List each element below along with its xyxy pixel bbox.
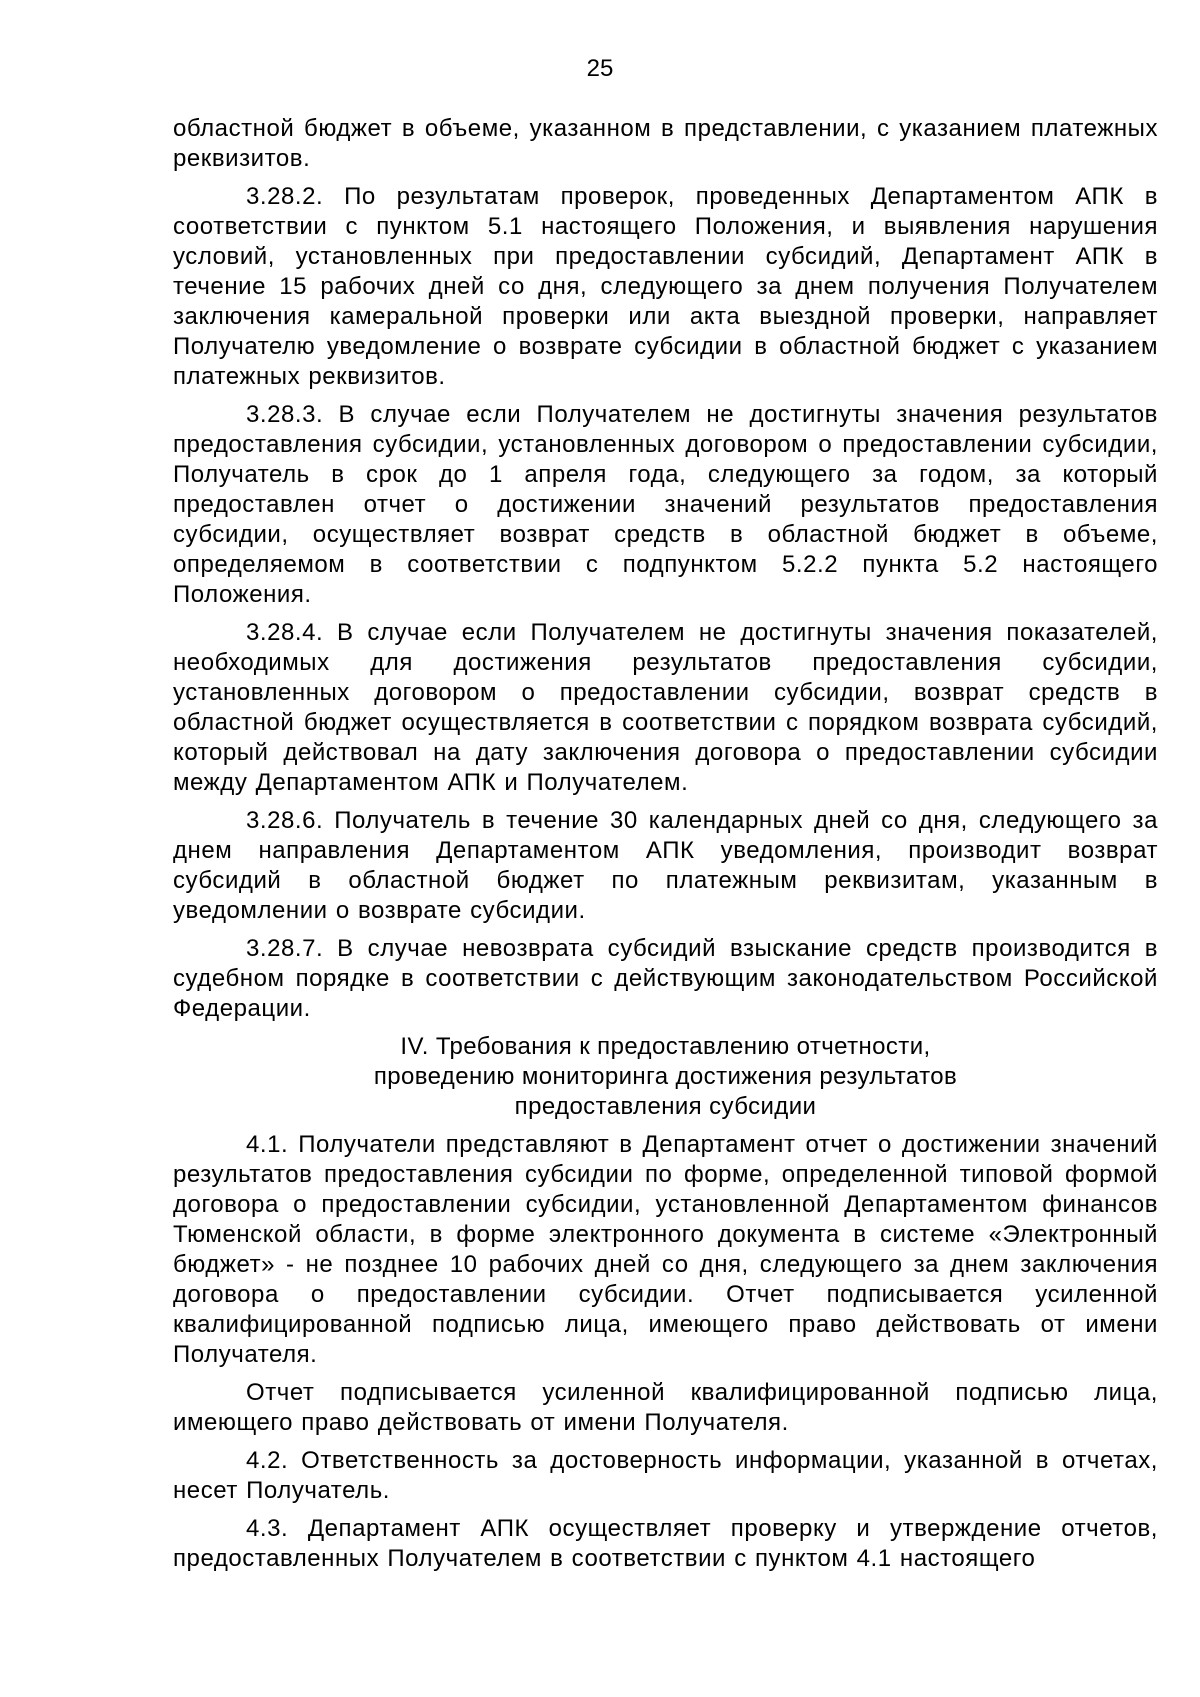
page-number: 25 (586, 55, 614, 82)
paragraph-3-28-7: 3.28.7. В случае невозврата субсидий взыскание средств производится в судебном порядке в соответствии с действующим законодательством Российской Федерации. (173, 935, 1158, 1022)
document-body (173, 114, 1158, 1582)
section-heading-line: проведению мониторинга достижения результатов (373, 1063, 958, 1090)
paragraph-3-28-4: 3.28.4. В случае если Получателем не достигнуты значения показателей, необходимых для достижения результатов предоставления субсидии, установленных договором о предоставлении субсидии, возврат средств в областной бюджет осуществляется в соответствии с порядком возврата субсидий, который действовал на дату заключения договора о предоставлении субсидии между Департаментом АПК и Получателем. (173, 619, 1158, 796)
paragraph-3-28-6: 3.28.6. Получатель в течение 30 календарных дней со дня, следующего за днем направления Департаментом АПК уведомления, производит возврат субсидий в областной бюджет по платежным реквизитам, указанным в уведомлении о возврате субсидии. (173, 807, 1158, 924)
section-heading-line: IV. Требования к предоставлению отчетности, (400, 1033, 931, 1060)
section-heading-line: предоставления субсидии (514, 1093, 817, 1120)
paragraph-4-2: 4.2. Ответственность за достоверность информации, указанной в отчетах, несет Получатель. (173, 1447, 1158, 1504)
paragraph-continuation: областной бюджет в объеме, указанном в представлении, с указанием платежных реквизитов. (173, 115, 1158, 172)
paragraph-4-1: 4.1. Получатели представляют в Департамент отчет о достижении значений результатов предоставления субсидии по форме, определенной типовой формой договора о предоставлении субсидии, установленной Департаментом финансов Тюменской области, в форме электронного документа в системе «Электронный бюджет» - не позднее 10 рабочих дней со дня, следующего за днем заключения договора о предоставлении субсидии. Отчет подписывается усиленной квалифицированной подписью лица, имеющего право действовать от имени Получателя. (173, 1131, 1158, 1368)
paragraph-3-28-2: 3.28.2. По результатам проверок, проведенных Департаментом АПК в соответствии с пунктом 5.1 настоящего Положения, и выявления нарушения условий, установленных при предоставлении субсидий, Департамент АПК в течение 15 рабочих дней со дня, следующего за днем получения Получателем заключения камеральной проверки или акта выездной проверки, направляет Получателю уведомление о возврате субсидии в областной бюджет с указанием платежных реквизитов. (173, 183, 1158, 390)
paragraph-report-signature: Отчет подписывается усиленной квалифицированной подписью лица, имеющего право действовать от имени Получателя. (173, 1379, 1158, 1436)
paragraph-3-28-3: 3.28.3. В случае если Получателем не достигнуты значения результатов предоставления субсидии, установленных договором о предоставлении субсидии, Получатель в срок до 1 апреля года, следующего за годом, за который предоставлен отчет о достижении значений результатов предоставления субсидии, осуществляет возврат средств в областной бюджет в объеме, определяемом в соответствии с подпунктом 5.2.2 пункта 5.2 настоящего Положения. (173, 401, 1158, 608)
section-heading (173, 1032, 1158, 1122)
paragraph-4-3: 4.3. Департамент АПК осуществляет проверку и утверждение отчетов, предоставленных Получателем в соответствии с пунктом 4.1 настоящего (173, 1515, 1158, 1572)
